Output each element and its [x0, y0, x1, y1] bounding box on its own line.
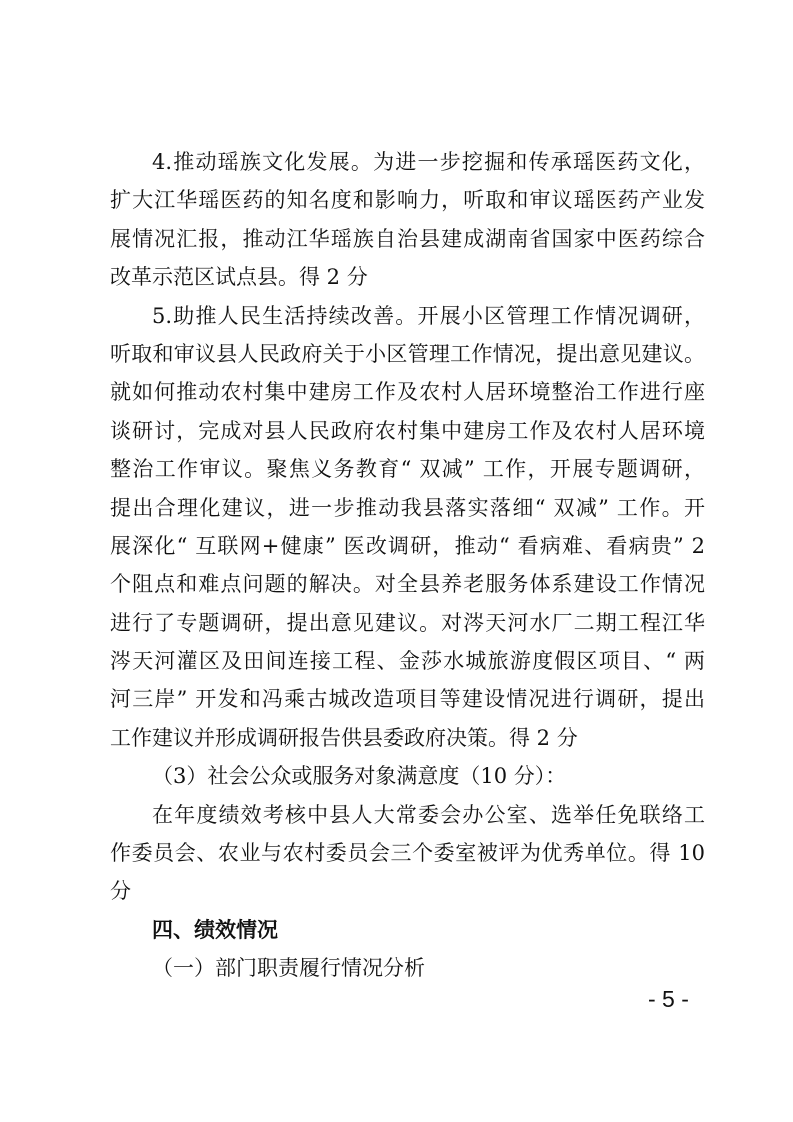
text-line: 整治工作审议。聚焦义务教育“ 双减” 工作，开展专题调研，: [110, 457, 705, 482]
page-number: - 5 -: [648, 986, 689, 1012]
text-line: 改革示范区试点县。得 2 分: [110, 265, 368, 290]
paragraph-4: [110, 143, 705, 297]
text-line: 提出合理化建议，进一步推动我县落实落细“ 双减” 工作。开: [110, 495, 705, 520]
text-line: 5.助推人民生活持续改善。开展小区管理工作情况调研，: [152, 303, 705, 328]
text-line: 涔天河灌区及田间连接工程、金莎水城旅游度假区项目、“ 两: [110, 649, 705, 674]
paragraph-5: [110, 297, 705, 758]
text-line: 扩大江华瑶医药的知名度和影响力，听取和审议瑶医药产业发: [110, 188, 705, 213]
text-line: 展深化“ 互联网+健康” 医改调研，推动“ 看病难、看病贵” 2: [110, 533, 705, 558]
text-line: 展情况汇报，推动江华瑶族自治县建成湖南省国家中医药综合: [110, 226, 705, 251]
text-line: 就如何推动农村集中建房工作及农村人居环境整治工作进行座: [110, 380, 705, 405]
document-body: [110, 143, 705, 988]
text-line: 分: [110, 879, 131, 904]
text-line: 工作建议并形成调研报告供县委政府决策。得 2 分: [110, 725, 578, 750]
subsection-heading: （一）部门职责履行情况分析: [152, 956, 425, 981]
section-heading: 四、绩效情况: [152, 917, 278, 942]
text-line: 听取和审议县人民政府关于小区管理工作情况，提出意见建议。: [110, 341, 705, 366]
text-line: 作委员会、农业与农村委员会三个委室被评为优秀单位。得 10: [110, 841, 705, 866]
text-line: 谈研讨，完成对县人民政府农村集中建房工作及农村人居环境: [110, 418, 705, 443]
text-line: 河三岸” 开发和冯乘古城改造项目等建设情况进行调研，提出: [110, 687, 705, 712]
text-line: 在年度绩效考核中县人大常委会办公室、选举任免联络工: [152, 802, 705, 827]
text-line: 进行了专题调研，提出意见建议。对涔天河水厂二期工程江华: [110, 610, 705, 635]
text-line: 4.推动瑶族文化发展。为进一步挖掘和传承瑶医药文化，: [152, 150, 705, 174]
section-3: [110, 757, 705, 911]
text-line: 个阻点和难点问题的解决。对全县养老服务体系建设工作情况: [110, 572, 705, 597]
section-title: （3）社会公众或服务对象满意度（10 分）：: [152, 764, 567, 789]
